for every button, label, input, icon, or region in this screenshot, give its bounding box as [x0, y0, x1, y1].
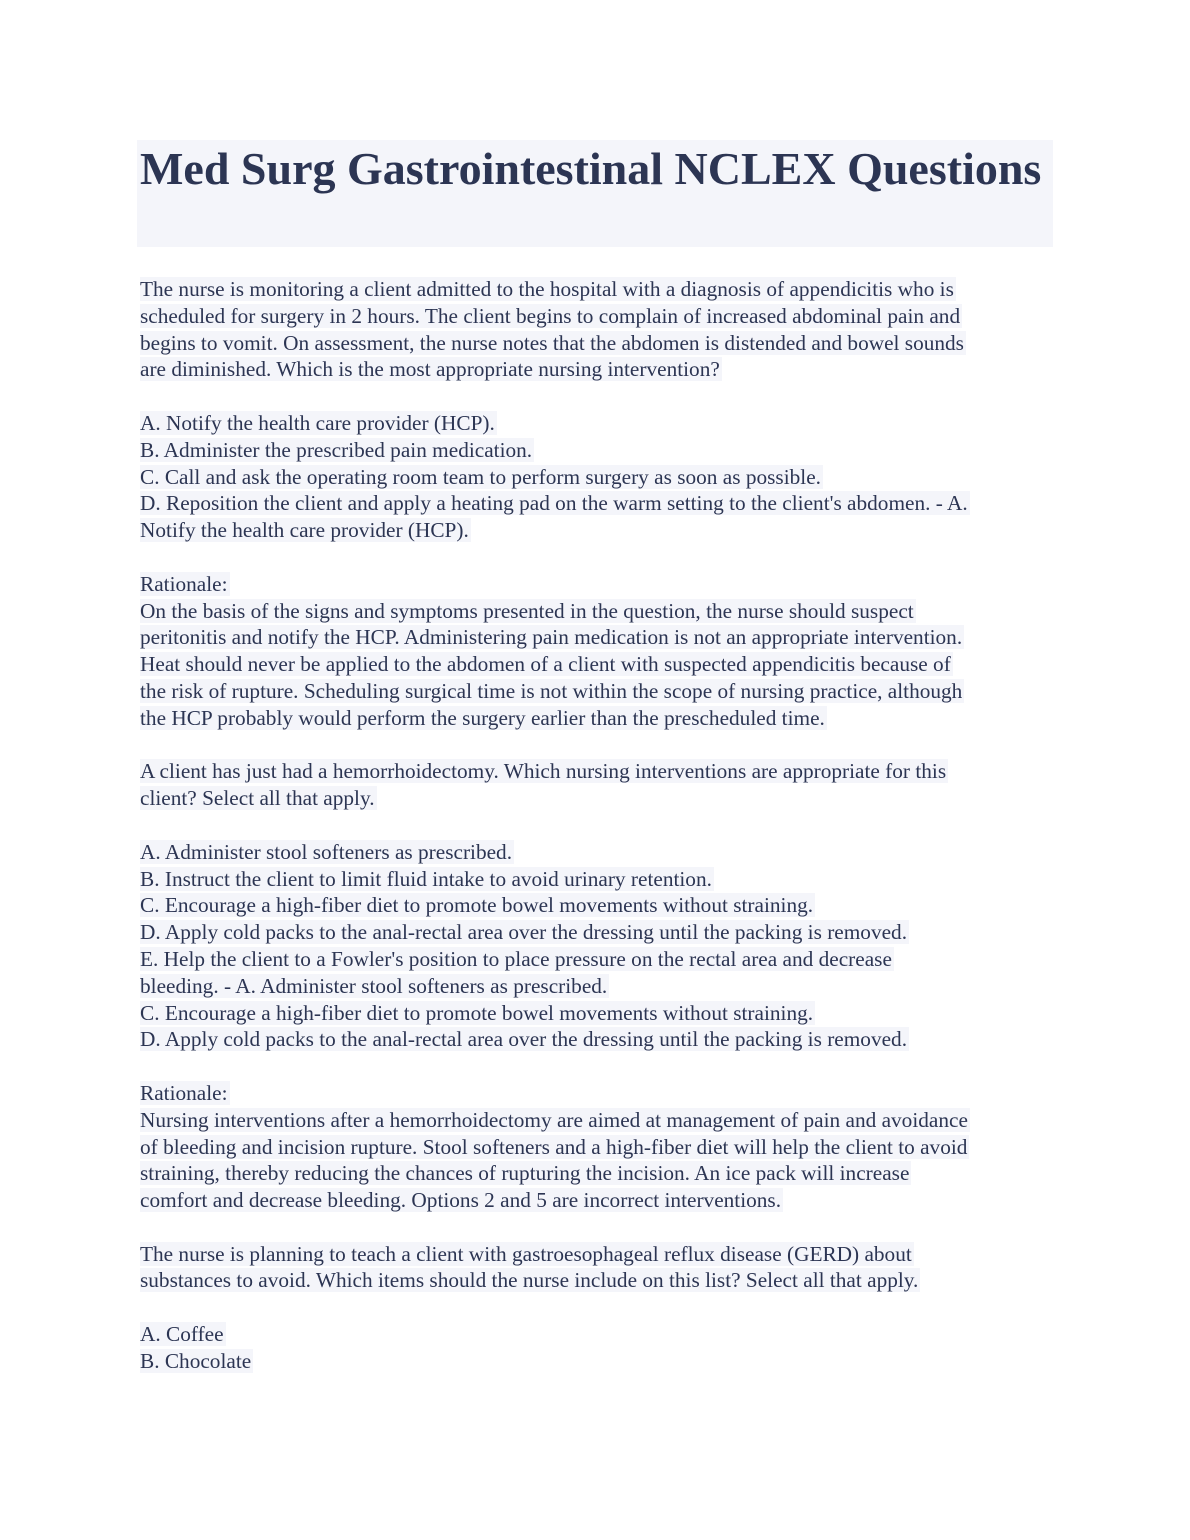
- text-line-content: The nurse is planning to teach a client with gastroesophageal reflux disease (GERD) about: [140, 1241, 912, 1266]
- text-line-content: D. Reposition the client and apply a heating pad on the warm setting to the client's abdomen. - A.: [140, 491, 968, 516]
- text-line: [140, 517, 1070, 544]
- text-line: [140, 1134, 1070, 1161]
- text-line: [140, 1160, 1070, 1187]
- text-line: [140, 1026, 1070, 1053]
- text-line: [140, 1080, 1070, 1107]
- text-line: [140, 839, 1070, 866]
- text-line-content: are diminished. Which is the most appropriate nursing intervention?: [140, 357, 720, 382]
- text-line: [140, 410, 1070, 437]
- text-line: [140, 973, 1070, 1000]
- text-line: [140, 1107, 1070, 1134]
- text-line: [140, 1267, 1070, 1294]
- text-line-content: D. Apply cold packs to the anal-rectal area over the dressing until the packing is removed.: [140, 1027, 908, 1052]
- text-line-content: E. Help the client to a Fowler's position to place pressure on the rectal area and decrease: [140, 946, 892, 971]
- text-line-content: A client has just had a hemorrhoidectomy. Which nursing interventions are appropriate for this: [140, 759, 947, 784]
- text-line-content: The nurse is monitoring a client admitted to the hospital with a diagnosis of appendicitis who is: [140, 277, 954, 301]
- text-line: [140, 1000, 1070, 1027]
- text-line: [140, 490, 1070, 517]
- text-line-content: Notify the health care provider (HCP).: [140, 518, 469, 543]
- text-line: [140, 892, 1070, 919]
- text-line: [140, 437, 1070, 464]
- text-line: [140, 571, 1070, 598]
- text-line-content: straining, thereby reducing the chances of rupturing the incision. An ice pack will increase: [140, 1161, 910, 1186]
- text-line: [140, 598, 1070, 625]
- text-line: [140, 624, 1070, 651]
- text-line: [140, 919, 1070, 946]
- text-line-content: Nursing interventions after a hemorrhoidectomy are aimed at management of pain and avoidance: [140, 1107, 968, 1132]
- text-line: [140, 705, 1070, 732]
- text-line-content: On the basis of the signs and symptoms presented in the question, the nurse should suspect: [140, 598, 914, 623]
- blank-line: [140, 544, 1070, 571]
- text-line-content: the HCP probably would perform the surgery earlier than the prescheduled time.: [140, 705, 825, 730]
- text-line: [140, 1187, 1070, 1214]
- blank-line: [140, 1294, 1070, 1321]
- blank-line: [140, 1053, 1070, 1080]
- text-line-content: B. Chocolate: [140, 1348, 252, 1373]
- text-line-content: Rationale:: [140, 1080, 228, 1105]
- text-line-content: C. Encourage a high-fiber diet to promote bowel movements without straining.: [140, 893, 814, 918]
- text-line: [140, 651, 1070, 678]
- blank-line: [140, 732, 1070, 759]
- text-line: [140, 276, 1070, 303]
- text-line: [140, 1321, 1070, 1348]
- text-line-content: substances to avoid. Which items should the nurse include on this list? Select all that apply.: [140, 1268, 919, 1293]
- text-line: [140, 464, 1070, 491]
- blank-line: [140, 1214, 1070, 1241]
- text-line-content: A. Notify the health care provider (HCP).: [140, 410, 495, 435]
- text-line: [140, 1348, 1070, 1375]
- text-line: [140, 330, 1070, 357]
- text-line: [140, 356, 1070, 383]
- text-line: [140, 785, 1070, 812]
- blank-line: [140, 812, 1070, 839]
- text-line-content: A. Administer stool softeners as prescribed.: [140, 839, 513, 864]
- text-line-content: peritonitis and notify the HCP. Administering pain medication is not an appropriate intervention.: [140, 625, 963, 650]
- text-line-content: B. Administer the prescribed pain medication.: [140, 437, 533, 462]
- text-line-content: comfort and decrease bleeding. Options 2 and 5 are incorrect interventions.: [140, 1188, 782, 1213]
- text-line-content: Heat should never be applied to the abdomen of a client with suspected appendicitis because of: [140, 652, 951, 677]
- text-line-content: bleeding. - A. Administer stool softeners as prescribed.: [140, 973, 608, 998]
- text-line-content: scheduled for surgery in 2 hours. The client begins to complain of increased abdominal pain and: [140, 303, 961, 328]
- text-line-content: A. Coffee: [140, 1322, 224, 1347]
- text-line-content: D. Apply cold packs to the anal-rectal area over the dressing until the packing is removed.: [140, 920, 908, 945]
- text-line-content: C. Encourage a high-fiber diet to promote bowel movements without straining.: [140, 1000, 814, 1025]
- text-line: [140, 758, 1070, 785]
- text-line-content: of bleeding and incision rupture. Stool softeners and a high-fiber diet will help the client to avoid: [140, 1134, 968, 1159]
- blank-line: [140, 383, 1070, 410]
- text-line-content: begins to vomit. On assessment, the nurse notes that the abdomen is distended and bowel sounds: [140, 330, 964, 355]
- text-line-content: B. Instruct the client to limit fluid intake to avoid urinary retention.: [140, 866, 712, 891]
- document-body: [140, 276, 1070, 1375]
- text-line-content: C. Call and ask the operating room team to perform surgery as soon as possible.: [140, 464, 821, 489]
- text-line-content: client? Select all that apply.: [140, 786, 375, 811]
- page-title: Med Surg Gastrointestinal NCLEX Questions: [140, 143, 1042, 194]
- text-line: [140, 1241, 1070, 1268]
- text-line-content: the risk of rupture. Scheduling surgical time is not within the scope of nursing practice, although: [140, 678, 963, 703]
- text-line: [140, 946, 1070, 973]
- text-line: [140, 303, 1070, 330]
- title-block: [137, 140, 1053, 247]
- text-line: [140, 678, 1070, 705]
- text-line: [140, 866, 1070, 893]
- text-line-content: Rationale:: [140, 571, 228, 596]
